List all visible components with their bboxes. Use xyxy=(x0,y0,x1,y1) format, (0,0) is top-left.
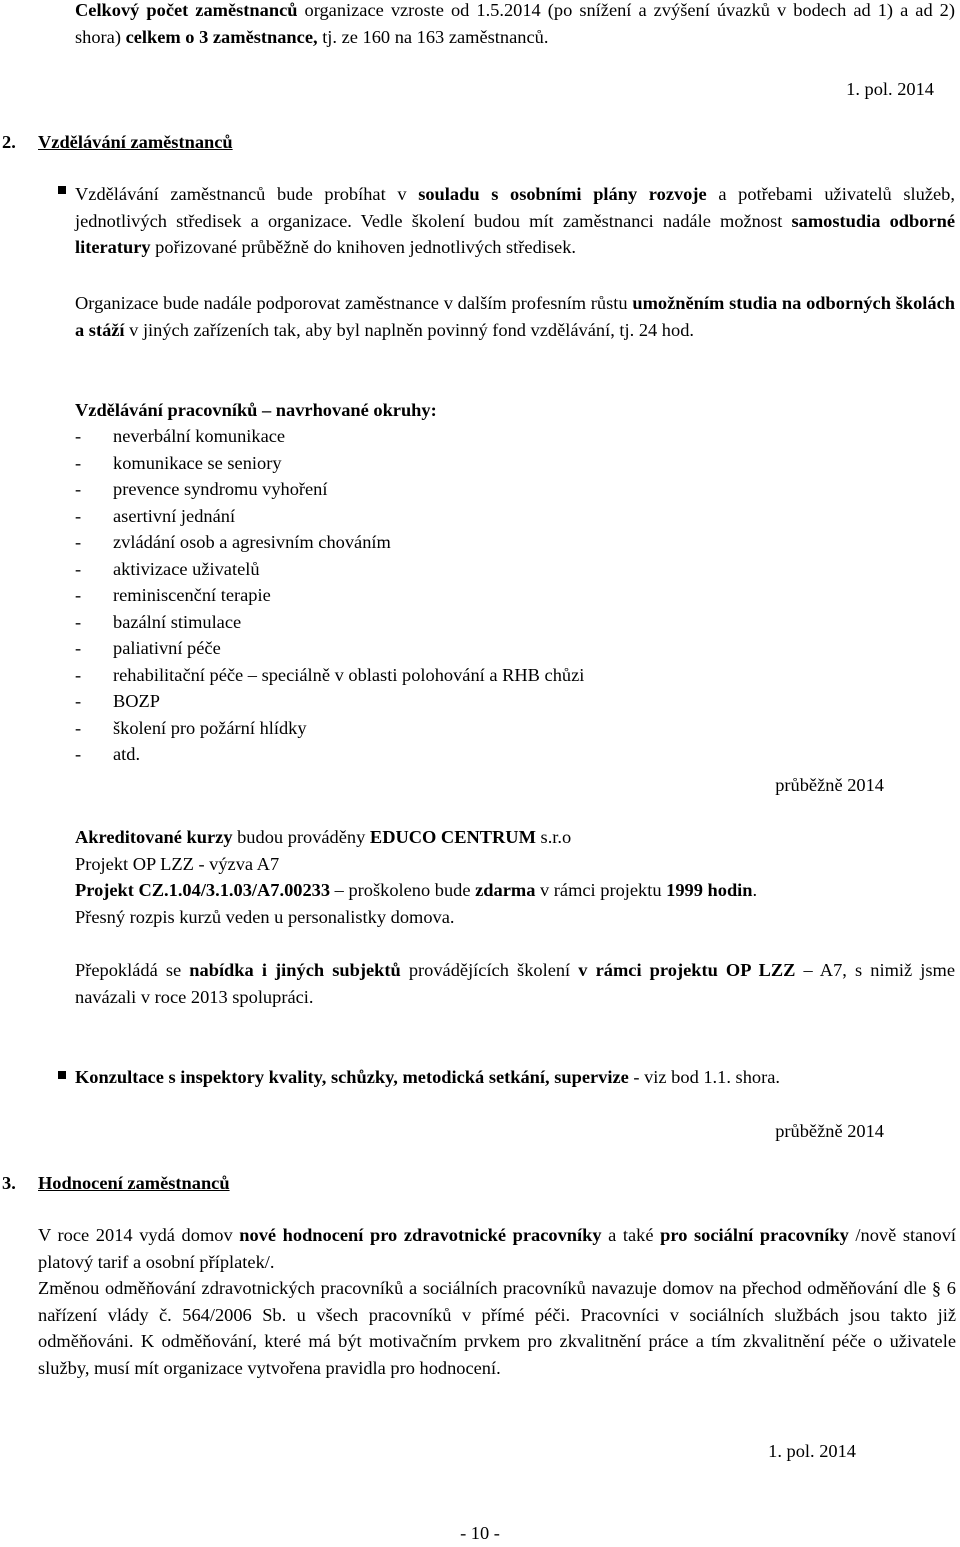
section2-title-wrap xyxy=(38,129,233,156)
support-bold: umožněním studia na odborných školách a stáží xyxy=(75,293,955,340)
intro-bold-1: Celkový počet zaměstnanců xyxy=(75,0,298,20)
section2-heading xyxy=(2,129,16,156)
section2-date: 1. pol. 2014 xyxy=(846,79,934,99)
edu-text-1: Vzdělávání zaměstnanců bude probíhat v xyxy=(75,184,419,204)
support-text-2: v jiných zařízeních tak, aby byl naplněn povinný fond vzdělávání, tj. 24 hod. xyxy=(124,319,694,340)
bullet-square-icon xyxy=(58,1071,66,1079)
topics-list xyxy=(75,423,584,768)
section3-heading xyxy=(2,1170,16,1197)
section3-title: Hodnocení zaměstnanců xyxy=(38,1173,230,1193)
accredited-line-3: Projekt CZ.1.04/3.1.03/A7.00233 – proškoleno bude zdarma v rámci projektu 1999 hodin. xyxy=(75,880,758,900)
section3-number: 3. xyxy=(2,1173,16,1193)
edu-bold-2: samostudia odborné literatury xyxy=(75,210,955,257)
evaluation-paragraph-1: V roce 2014 vydá domov nové hodnocení pro zdravotnické pracovníky a také pro sociální pracovníky /nově stanoví platový tarif a osobní příplatek/. xyxy=(38,1225,956,1272)
edu-bold-1: souladu s osobními plány rozvoje xyxy=(418,184,707,204)
evaluation-paragraph-2: Změnou odměňování zdravotnických pracovníků a sociálních pracovníků navazuje domov na přechod odměňování dle § 6 nařízení vlády č. 564/2006 Sb. u všech pracovníků v přímé péči. Pracovníci v sociálních službách jsou takto již odměňováni. K odměňování, které má být motivačním prvkem pro zkvalitnění práce a tím zkvalitnění péče o uživatele služby, musí mít organizace vytvořena pravidla pro hodnocení. xyxy=(38,1278,956,1378)
section2-number: 2. xyxy=(2,132,16,152)
intro-text-2: tj. ze 160 na 163 zaměstnanců. xyxy=(317,26,549,47)
list-item: - školení pro požární hlídky xyxy=(75,717,307,738)
list-item: - rehabilitační péče – speciálně v oblasti polohování a RHB chůzi xyxy=(75,664,585,685)
list-item: - asertivní jednání xyxy=(75,505,236,526)
topics-heading-text: Vzdělávání pracovníků – navrhované okruhy: xyxy=(75,400,437,420)
edu-text-3: pořizované průběžně do knihoven jednotlivých středisek. xyxy=(150,237,576,257)
section2-title: Vzdělávání zaměstnanců xyxy=(38,132,233,152)
list-item: - komunikace se seniory xyxy=(75,452,282,473)
intro-paragraph xyxy=(75,0,955,50)
list-item: - prevence syndromu vyhoření xyxy=(75,479,328,499)
accredited-block xyxy=(75,824,955,930)
intro-bold-2: celkem o 3 zaměstnance, xyxy=(125,26,318,47)
edu-text-2: a potřebami uživatelů služeb, jednotlivých středisek a organizace. Vedle školení budou mít zaměstnanci nadále možnost xyxy=(75,184,955,231)
list-item: - bazální stimulace xyxy=(75,611,242,632)
accredited-line-1: Akreditované kurzy budou prováděny EDUCO CENTRUM s.r.o xyxy=(75,827,572,847)
section3-date: 1. pol. 2014 xyxy=(768,1441,856,1461)
support-text-1: Organizace bude nadále podporovat zaměstnance v dalším profesním růstu xyxy=(75,293,633,313)
page-number: - 10 - xyxy=(460,1523,500,1543)
education-paragraph xyxy=(75,181,955,261)
list-item: - BOZP xyxy=(75,691,161,711)
list-item: - aktivizace uživatelů xyxy=(75,558,260,579)
ongoing-date-1: průběžně 2014 xyxy=(775,775,884,795)
intro-text-1: organizace vzroste od 1.5.2014 (po snížení a zvýšení úvazků v bodech ad 1) a ad 2) shora) xyxy=(75,0,955,47)
list-item: - paliativní péče xyxy=(75,638,221,658)
list-item: - atd. xyxy=(75,744,141,764)
bullet-square-icon xyxy=(58,186,66,194)
accredited-line-4: Přesný rozpis kurzů veden u personalistky domova. xyxy=(75,906,455,927)
support-paragraph xyxy=(75,290,955,343)
list-item: - reminiscenční terapie xyxy=(75,585,271,605)
expectation-paragraph: Přepokládá se nabídka i jiných subjektů provádějících školení v rámci projektu OP LZZ – A7, s nimiž jsme navázali v roce 2013 spolupráci. xyxy=(75,960,956,1007)
accredited-line-2: Projekt OP LZZ - výzva A7 xyxy=(75,853,280,874)
list-item: - zvládání osob a agresivním chováním xyxy=(75,532,391,552)
section3-title-wrap xyxy=(38,1170,230,1197)
ongoing-date-2: průběžně 2014 xyxy=(775,1121,884,1141)
topics-heading xyxy=(75,397,437,424)
consultation-paragraph: Konzultace s inspektory kvality, schůzky, metodická setkání, supervize - viz bod 1.1. shora. xyxy=(75,1067,780,1087)
list-item: - neverbální komunikace xyxy=(75,426,286,446)
